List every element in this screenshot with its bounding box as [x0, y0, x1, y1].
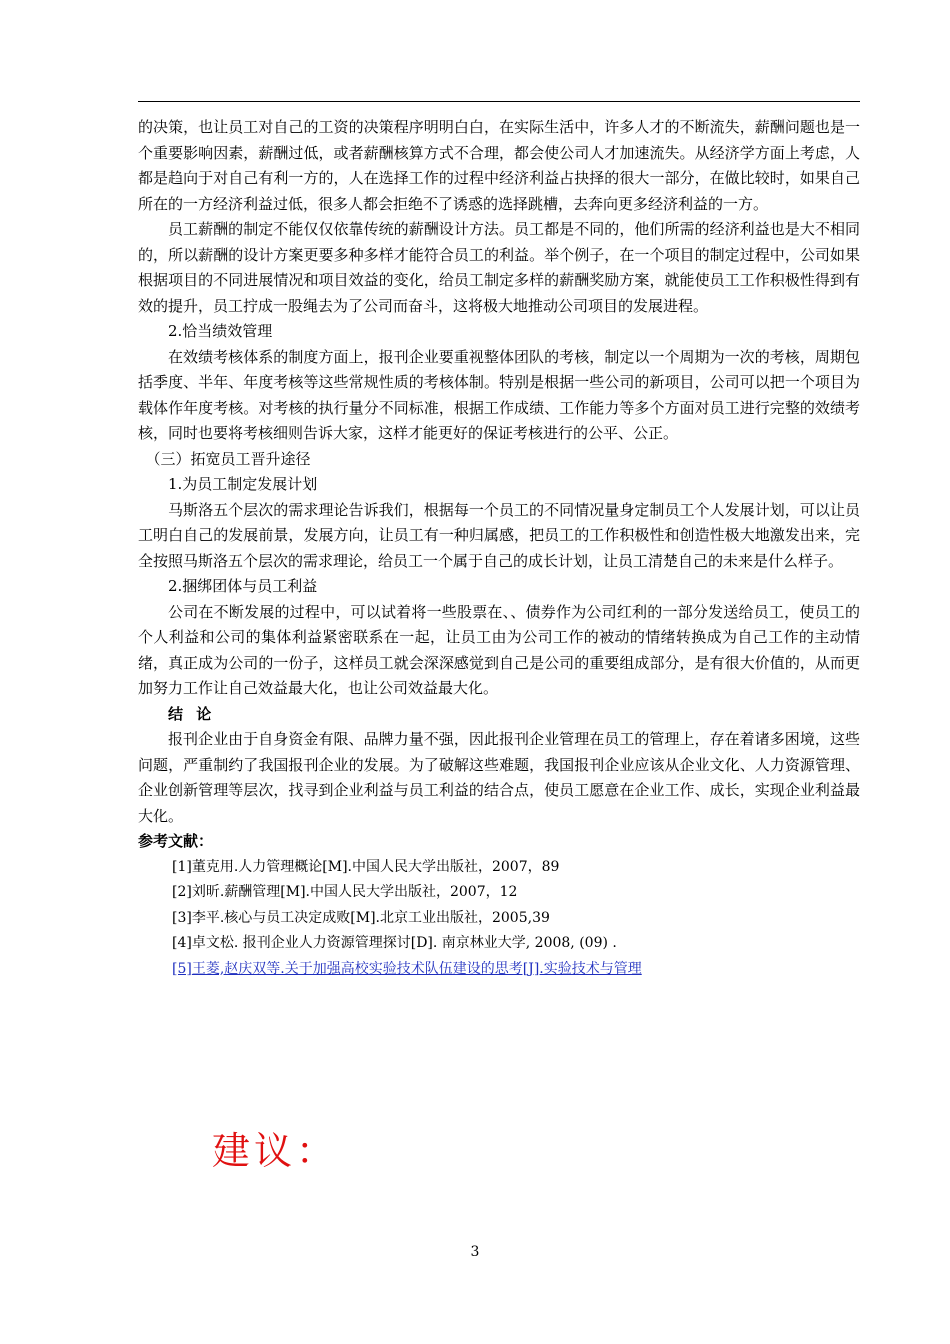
reference-5-prefix[interactable]: [5] [172, 960, 192, 977]
references-title: 参考文献： [138, 832, 214, 850]
paragraph-maslow: 马斯洛五个层次的需求理论告诉我们，根据每一个员工的不同情况量身定制员工个人发展计划，可以让员工明白自己的发展前景，发展方向，让员工有一种归属感，把员工的工作积极性和创造性极大地激发出来，完全按照马斯洛五个层次的需求理论，给员工一个属于自己的成长计划，让员工清楚自己的未来是什么样子。 [138, 500, 860, 570]
heading-development-plan: 1.为员工制定发展计划 [168, 475, 318, 493]
header-rule [138, 101, 860, 102]
reference-5-link[interactable]: 王菱,赵庆双等.关于加强高校实验技术队伍建设的思考[J].实验技术与管理 [191, 960, 642, 977]
paragraph-salary-design: 员工薪酬的制定不能仅仅依靠传统的薪酬设计方法。员工都是不同的，他们所需的经济利益也是大不相同的，所以薪酬的设计方案更要多种多样才能符合员工的利益。举个例子，在一个项目的制定过程中，公司如果根据项目的不同进展情况和项目效益的变化，给员工制定多样的薪酬奖励方案，就能使员工工作积极性得到有效的提升，员工拧成一股绳去为了公司而奋斗，这将极大地推动公司项目的发展进程。 [138, 220, 860, 315]
paragraph-stock-bonus: 公司在不断发展的过程中，可以试着将一些股票在、、债券作为公司红利的一部分发送给员工，使员工的个人利益和公司的集体利益紧密联系在一起，让员工由为公司工作的被动的情绪转换成为自己工作的主动情绪，真正成为公司的一份子，这样员工就会深深感觉到自己是公司的重要组成部分，是有很大价值的，从而更加努力工作让自己效益最大化，也让公司效益最大化。 [138, 602, 860, 697]
heading-performance-management: 2.恰当绩效管理 [168, 322, 273, 340]
suggestion-heading: 建议： [212, 1129, 339, 1173]
paragraph-salary-decision: 的决策，也让员工对自己的工资的决策程序明明白白，在实际生活中，许多人才的不断流失，薪酬问题也是一个重要影响因素，薪酬过低，或者薪酬核算方式不合理，都会使公司人才加速流失。从经济学方面上考虑，人都是趋向于对自己有利一方的，人在选择工作的过程中经济利益占抉择的很大一部分，在做比较时，如果自己所在的一方经济利益过低，很多人都会拒绝不了诱惑的选择跳槽，去奔向更多经济利益的一方。 [138, 118, 860, 213]
page-number: 3 [470, 1244, 480, 1260]
heading-promotion-paths: （三）拓宽员工晋升途径 [145, 449, 311, 468]
paragraph-conclusion: 报刊企业由于自身资金有限、品牌力量不强，因此报刊企业管理在员工的管理上，存在着诸多困境，这些问题，严重制约了我国报刊企业的发展。为了破解这些难题，我国报刊企业应该从企业文化、人力资源管理、企业创新管理等层次，找寻到企业利益与员工利益的结合点，使员工愿意在企业工作、成长，实现企业利益最大化。 [138, 730, 860, 825]
heading-conclusion: 结 论 [168, 704, 216, 723]
reference-item: [4]卓文松. 报刊企业人力资源管理探讨[D]. 南京林业大学, 2008, (09) . [172, 935, 617, 951]
heading-bind-interests: 2.捆绑团体与员工利益 [168, 577, 318, 595]
document-body [138, 115, 860, 982]
reference-item: [1]董克用.人力管理概论[M].中国人民大学出版社，2007，89 [172, 858, 560, 875]
reference-item: [3]李平.核心与员工决定成败[M].北京工业出版社，2005,39 [172, 909, 550, 926]
reference-item-5 [138, 957, 860, 983]
paragraph-performance: 在效绩考核体系的制度方面上，报刊企业要重视整体团队的考核，制定以一个周期为一次的考核，周期包括季度、半年、年度考核等这些常规性质的考核体制。特别是根据一些公司的新项目，公司可以把一个项目为载体作年度考核。对考核的执行量分不同标准，根据工作成绩、工作能力等多个方面对员工进行完整的效绩考核，同时也要将考核细则告诉大家，这样才能更好的保证考核进行的公平、公正。 [138, 347, 860, 442]
reference-item: [2]刘昕.薪酬管理[M].中国人民大学出版社，2007，12 [172, 884, 518, 900]
